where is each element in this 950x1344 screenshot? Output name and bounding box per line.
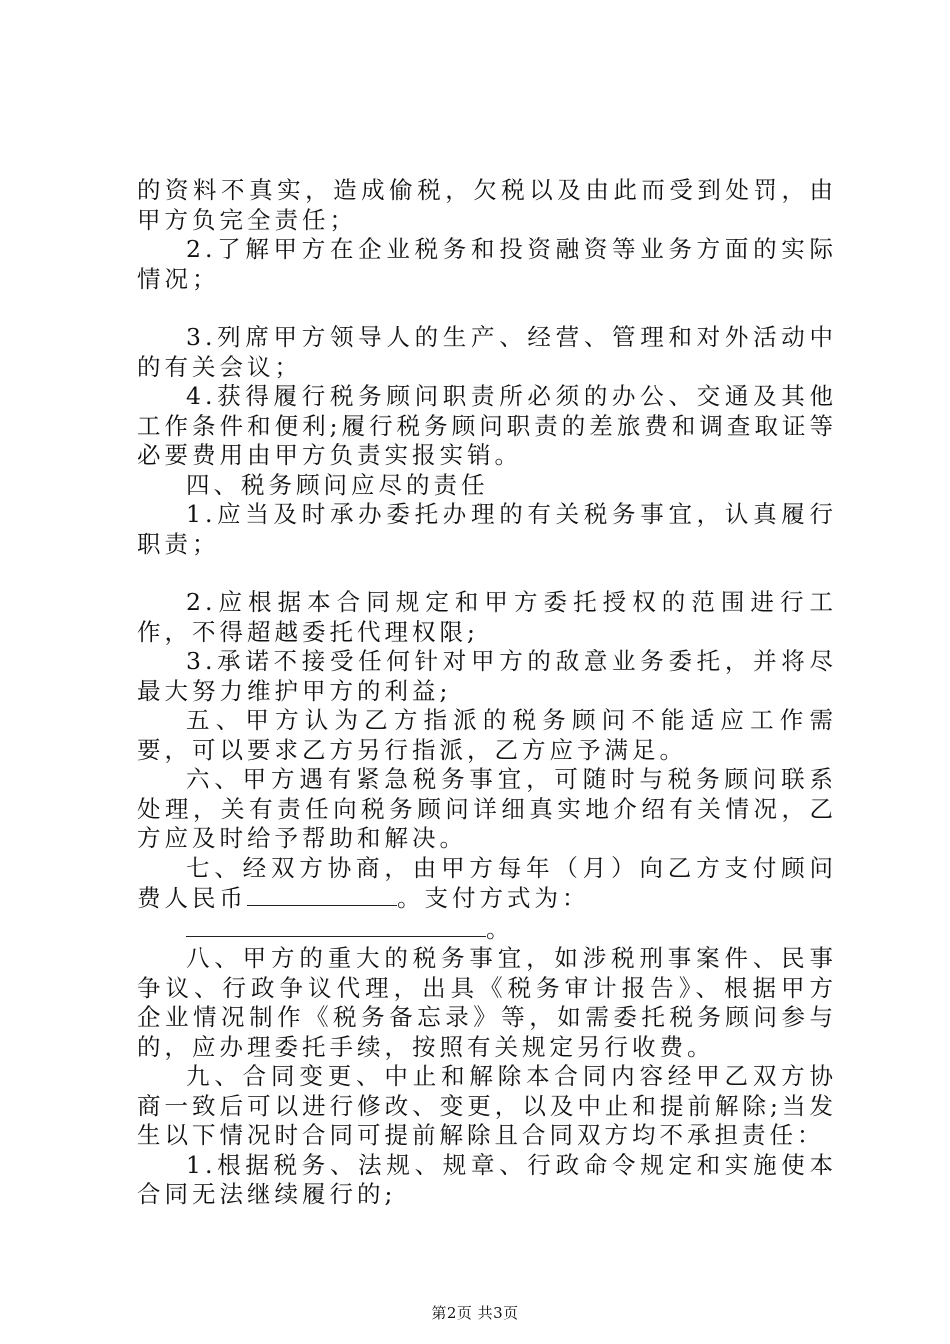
- section-8: 八、甲方的重大的税务事宜，如涉税刑事案件、民事争议、行政争议代理，出具《税务审计报告》、根据甲方企业情况制作《税务备忘录》等，如需委托税务顾问参与的，应办理委托手续，按照有关规定另行收费。: [137, 944, 837, 1061]
- duty-2: 2.应根据本合同规定和甲方委托授权的范围进行工作，不得超越委托代理权限;: [137, 588, 837, 646]
- payment-method-end: 。: [486, 914, 514, 943]
- spacer: [137, 294, 837, 323]
- section-6: 六、甲方遇有紧急税务事宜，可随时与税务顾问联系处理，关有责任向税务顾问详细真实地介绍有关情况，乙方应及时给予帮助和解决。: [137, 765, 837, 852]
- paragraph-continuation: 的资料不真实，造成偷税，欠税以及由此而受到处罚，由甲方负完全责任；: [137, 176, 837, 234]
- spacer: [137, 559, 837, 588]
- contract-body: [137, 176, 837, 1210]
- section-5: 五、甲方认为乙方指派的税务顾问不能适应工作需要，可以要求乙方另行指派，乙方应予满足。: [137, 706, 837, 764]
- duty-3: 3.承诺不接受任何针对甲方的敌意业务委托，并将尽最大努力维护甲方的利益;: [137, 647, 837, 705]
- duty-1: 1.应当及时承办委托办理的有关税务事宜，认真履行职责；: [137, 500, 837, 558]
- clause-3-attend: 3.列席甲方领导人的生产、经营、管理和对外活动中的有关会议；: [137, 323, 837, 381]
- section-9: 九、合同变更、中止和解除本合同内容经甲乙双方协商一致后可以进行修改、变更，以及中止和提前解除;当发生以下情况时合同可提前解除且合同双方均不承担责任：: [137, 1062, 837, 1149]
- termination-1: 1.根据税务、法规、规章、行政命令规定和实施使本合同无法继续履行的;: [137, 1150, 837, 1208]
- payment-method-blank: [186, 914, 486, 937]
- section-7: [137, 854, 837, 914]
- section-7-text: 七、经双方协商，由甲方每年（月）向乙方支付顾问费人民币: [137, 853, 837, 912]
- section-4-heading: 四、税务顾问应尽的责任: [186, 470, 489, 499]
- page-number: 第2页 共3页: [431, 1304, 519, 1322]
- payment-method-line: [137, 914, 837, 945]
- clause-4-conditions: 4.获得履行税务顾问职责所必须的办公、交通及其他工作条件和便利;履行税务顾问职责的差旅费和调查取证等必要费用由甲方负责实报实销。: [137, 382, 837, 469]
- payment-method-label: 。支付方式为：: [397, 884, 590, 912]
- clause-2-understand: 2.了解甲方在企业税务和投资融资等业务方面的实际情况；: [137, 235, 837, 293]
- fee-amount-blank: [247, 883, 397, 906]
